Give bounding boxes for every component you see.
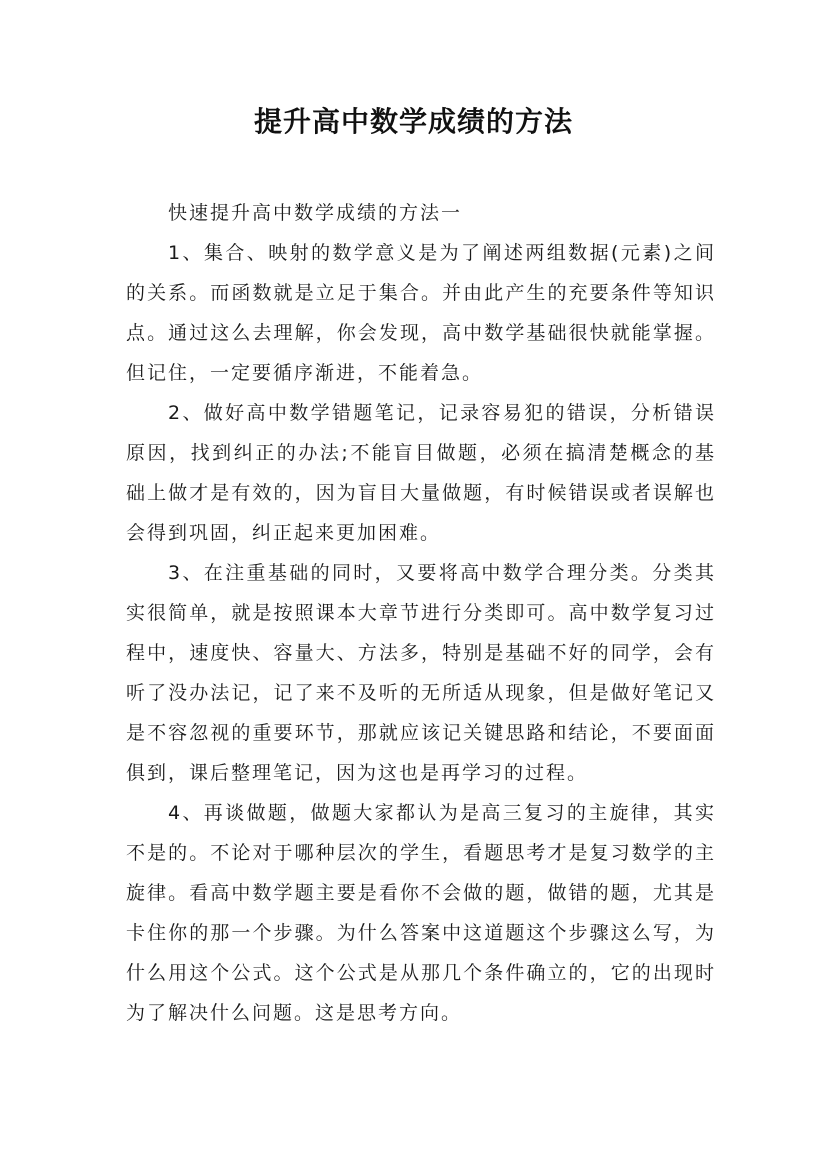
- paragraph-3: 3、在注重基础的同时，又要将高中数学合理分类。分类其实很简单，就是按照课本大章节进行分类即可。高中数学复习过程中，速度快、容量大、方法多，特别是基础不好的同学，会有听了没办法记，记了来不及听的无所适从现象，但是做好笔记又是不容忽视的重要环节，那就应该记关键思路和结论，不要面面俱到，课后整理笔记，因为这也是再学习的过程。: [126, 562, 716, 784]
- section-heading: 快速提升高中数学成绩的方法一: [168, 202, 463, 224]
- paragraph-2: 2、做好高中数学错题笔记，记录容易犯的错误，分析错误原因，找到纠正的办法;不能盲目做题，必须在搞清楚概念的基础上做才是有效的，因为盲目大量做题，有时候错误或者误解也会得到巩固，纠正起来更加困难。: [126, 402, 716, 544]
- document-title: 提升高中数学成绩的方法: [253, 105, 573, 138]
- paragraph-1: 1、集合、映射的数学意义是为了阐述两组数据(元素)之间的关系。而函数就是立足于集合。并由此产生的充要条件等知识点。通过这么去理解，你会发现，高中数学基础很快就能掌握。但记住，一定要循序渐进，不能着急。: [126, 242, 716, 384]
- paragraph-4: 4、再谈做题，做题大家都认为是高三复习的主旋律，其实不是的。不论对于哪种层次的学生，看题思考才是复习数学的主旋律。看高中数学题主要是看你不会做的题，做错的题，尤其是卡住你的那一个步骤。为什么答案中这道题这个步骤这么写，为什么用这个公式。这个公式是从那几个条件确立的，它的出现时为了解决什么问题。这是思考方向。: [126, 802, 716, 1024]
- document-body: [126, 193, 716, 1033]
